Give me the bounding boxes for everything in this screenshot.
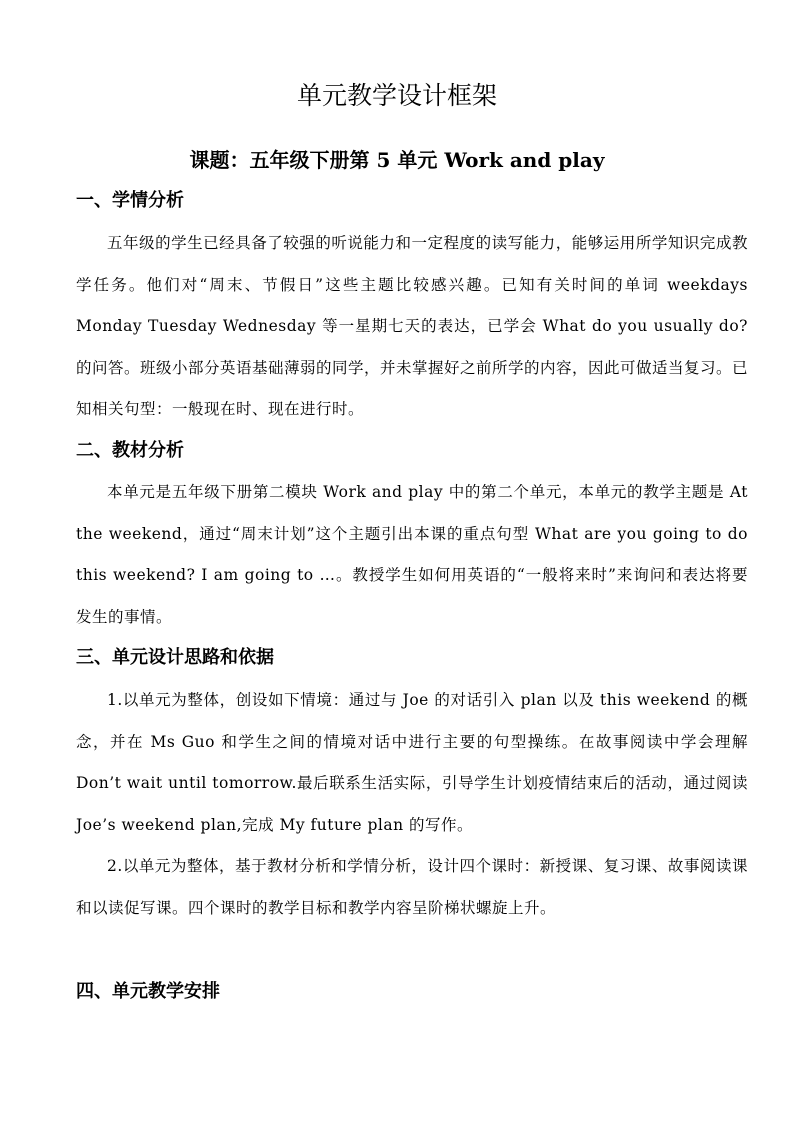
section-heading-unit-schedule: 四、单元教学安排 xyxy=(76,981,220,1002)
paragraph-design-rationale-1: 1.以单元为整体，创设如下情境：通过与 Joe 的对话引入 plan 以及 this weekend 的概念，并在 Ms Guo 和学生之间的情境对话中进行主要的句型操练。在故事阅读中学会理解 Don’t wait until tomorrow.最后联系生活实际，引导学生计划疫情结束后的活动，通过阅读 Joe’s weekend plan,完成 My future plan 的写作。 xyxy=(76,691,748,834)
section-heading-learner-analysis: 一、学情分析 xyxy=(76,190,184,211)
paragraph-design-rationale-2: 2.以单元为整体，基于教材分析和学情分析，设计四个课时：新授课、复习课、故事阅读课和以读促写课。四个课时的教学目标和教学内容呈阶梯状螺旋上升。 xyxy=(76,857,748,917)
document-title: 单元教学设计框架 xyxy=(296,81,497,110)
paragraph-textbook-analysis: 本单元是五年级下册第二模块 Work and play 中的第二个单元，本单元的教学主题是 At the weekend，通过“周末计划”这个主题引出本课的重点句型 What are you going to do this weekend? I am going to …。教授学生如何用英语的“一般将来时”来询问和表达将要发生的事情。 xyxy=(76,483,748,626)
lesson-subject: 课题：五年级下册第 5 单元 Work and play xyxy=(189,148,605,172)
paragraph-learner-analysis: 五年级的学生已经具备了较强的听说能力和一定程度的读写能力，能够运用所学知识完成教学任务。他们对“周末、节假日”这些主题比较感兴趣。已知有关时间的单词 weekdays Monday Tuesday Wednesday 等一星期七天的表达，已学会 What do you usually do?的问答。班级小部分英语基础薄弱的同学，并未掌握好之前所学的内容，因此可做适当复习。已知相关句型：一般现在时、现在进行时。 xyxy=(76,234,749,418)
section-heading-design-rationale: 三、单元设计思路和依据 xyxy=(76,647,274,668)
section-heading-textbook-analysis: 二、教材分析 xyxy=(76,440,184,461)
